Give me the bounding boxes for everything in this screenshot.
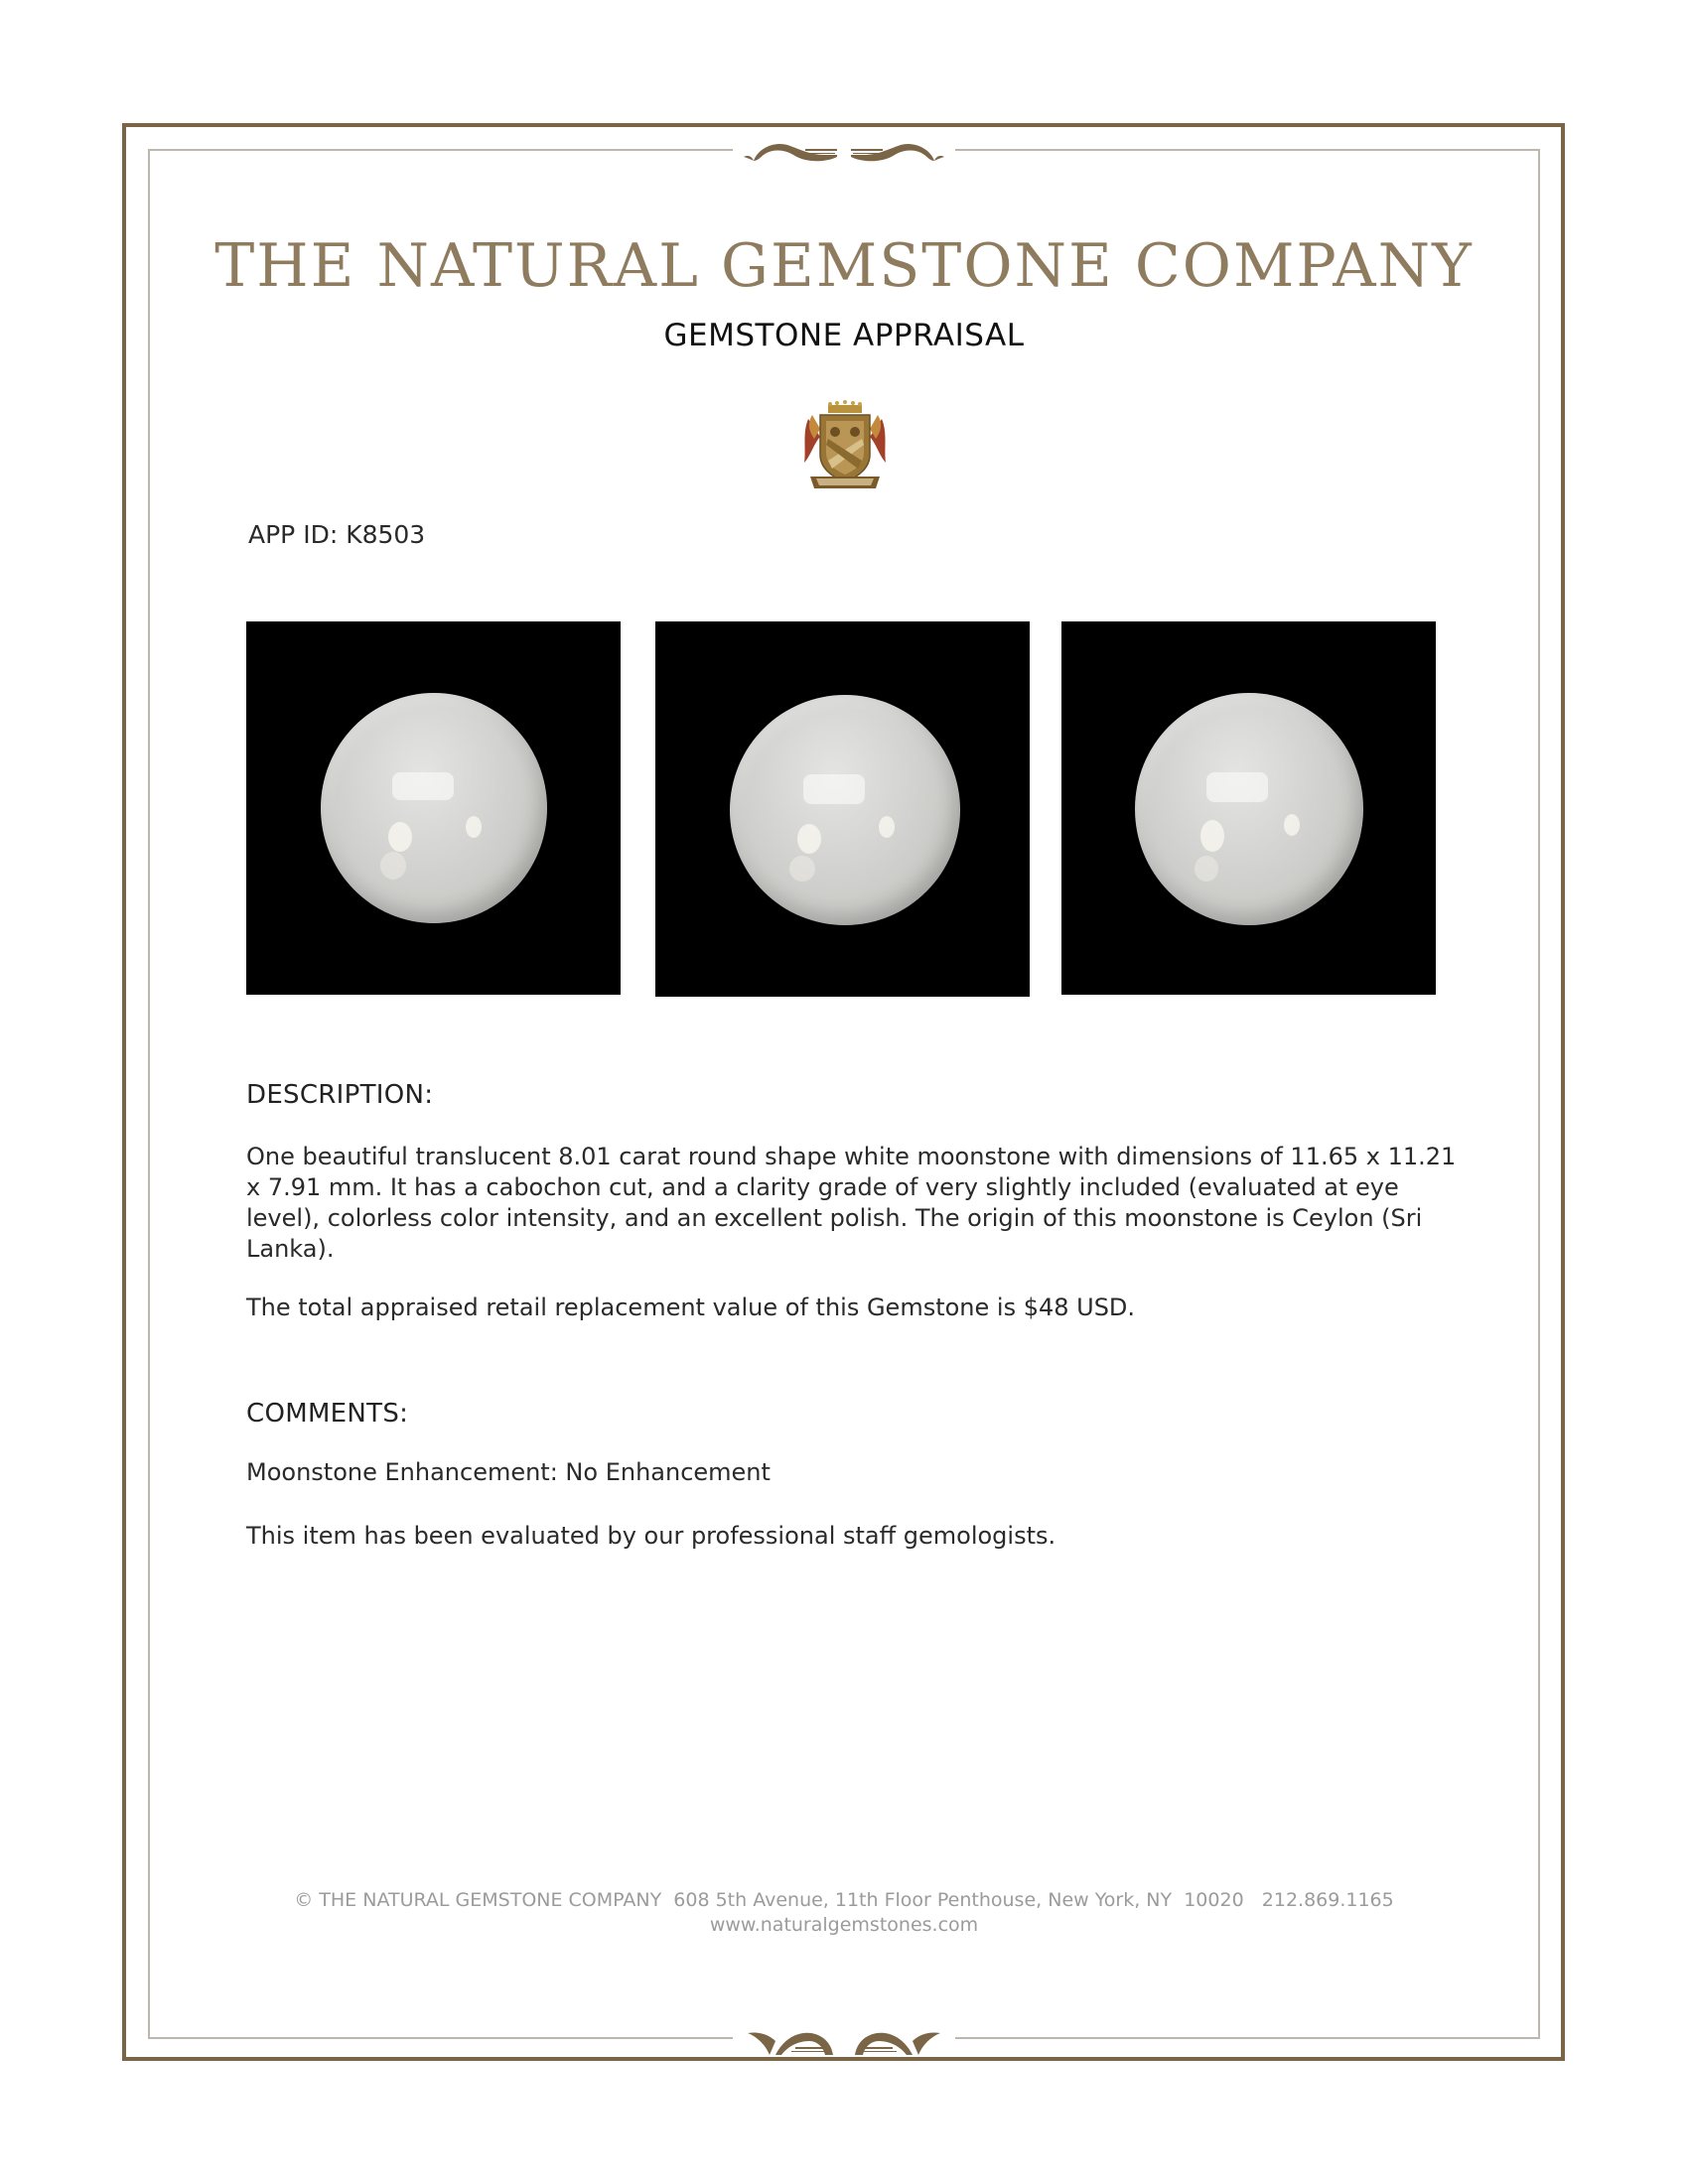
appraisal-id: APP ID: K8503 — [248, 520, 426, 549]
evaluation-note: This item has been evaluated by our professional staff gemologists. — [246, 1522, 1056, 1550]
footer-address: © THE NATURAL GEMSTONE COMPANY 608 5th Avenue, 11th Floor Penthouse, New York, NY 10020 212.869.1165 — [294, 1889, 1394, 1911]
moonstone-icon — [1135, 693, 1363, 925]
comments-heading: COMMENTS: — [246, 1399, 409, 1429]
top-flourish-ornament-icon — [740, 133, 948, 167]
moonstone-icon — [730, 695, 960, 925]
company-name-title: THE NATURAL GEMSTONE COMPANY — [214, 231, 1474, 301]
moonstone-icon — [321, 693, 547, 923]
appraised-value-statement: The total appraised retail replacement value of this Gemstone is $48 USD. — [246, 1294, 1136, 1321]
enhancement-comment: Moonstone Enhancement: No Enhancement — [246, 1458, 771, 1486]
bottom-flourish-ornament-icon — [740, 2025, 948, 2059]
description-heading: DESCRIPTION: — [246, 1080, 434, 1110]
heraldic-crest-logo-icon — [800, 399, 890, 494]
description-paragraph: One beautiful translucent 8.01 carat round shape white moonstone with dimensions of 11.65 x 11.21 x 7.91 mm. It has a cabochon cut, and a clarity grade of very slightly included (evaluated at eye level), colorless color intensity, and an excellent polish. The origin of this moonstone is Ceylon (Sri Lanka). — [246, 1143, 1457, 1263]
gem-image-2 — [655, 621, 1030, 997]
gem-image-1 — [246, 621, 621, 995]
footer-website-link[interactable]: www.naturalgemstones.com — [709, 1914, 979, 1936]
document-type-subtitle: GEMSTONE APPRAISAL — [663, 318, 1025, 353]
gem-image-3 — [1061, 621, 1436, 995]
